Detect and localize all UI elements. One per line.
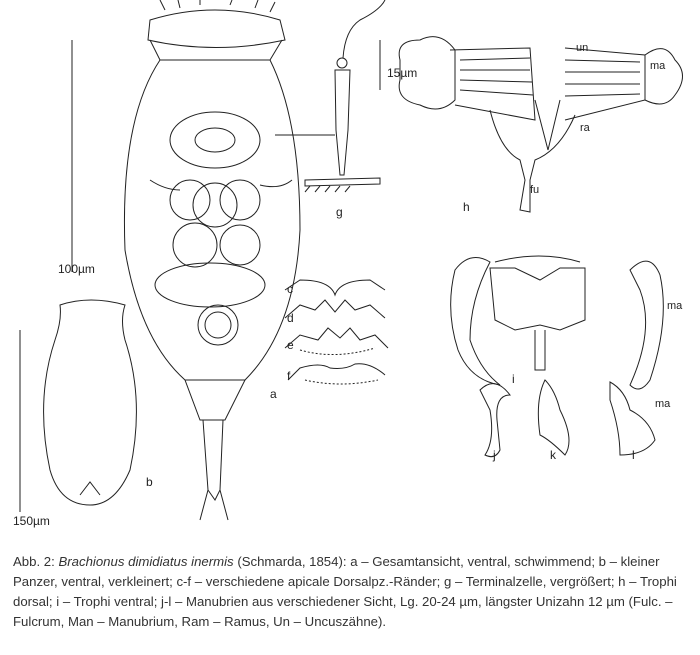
annotation-fu: fu: [530, 184, 540, 196]
drawing-g-terminal-cell: [305, 0, 385, 192]
scale-bar-label-g: 15µm: [387, 66, 418, 80]
drawings-j-l-manubria: [480, 380, 655, 457]
panel-label-j: j: [493, 448, 496, 462]
panel-label-h: h: [463, 200, 470, 214]
panel-label-c: c: [287, 282, 293, 296]
drawing-i-trophi-ventral: [451, 256, 664, 389]
annotation-ra: ra: [580, 122, 590, 134]
drawing-b-lorica: [20, 300, 136, 512]
caption-text: (Schmarda, 1854): a – Gesamtansicht, ventral, schwimmend; b – kleiner Panzer, ventral, verkleinert; c-f – verschiedene apicale Dorsalpz.-Ränder; g – Terminalzelle, vergrößert; h – Trophi dorsal; i – Trophi ventral; j-l – Manubrien aus verschiedener Sicht, Lg. 20-24 µm, längster Unizahn 12 µm (Fulc. – Fulcrum, Man – Manubrium, Ram – Ramus, Un – Uncuszähne).: [13, 554, 677, 629]
annotation-ma-h: ma: [650, 60, 666, 72]
scale-bar-label-a: 100µm: [58, 262, 95, 276]
panel-label-f: f: [287, 369, 291, 383]
annotation-un: un: [576, 42, 589, 54]
panel-label-k: k: [550, 448, 556, 462]
panel-label-i: i: [512, 372, 515, 386]
panel-label-g: g: [336, 205, 343, 219]
drawing-h-trophi-dorsal: [399, 37, 682, 212]
caption-prefix: Abb. 2:: [13, 554, 59, 569]
panel-label-d: d: [287, 311, 294, 325]
drawing-a-whole-animal: [72, 0, 335, 520]
figure-caption: [13, 552, 688, 632]
caption-species: Brachionus dimidiatus inermis: [58, 554, 234, 569]
panel-label-a: a: [270, 387, 277, 401]
scale-bar-label-b: 150µm: [13, 514, 50, 528]
drawings-c-f-dorsal-margins: [285, 280, 388, 384]
annotation-ma-i: ma: [667, 300, 683, 312]
panel-label-b: b: [146, 475, 153, 489]
annotation-ma-l: ma: [655, 398, 671, 410]
panel-label-e: e: [287, 338, 294, 352]
panel-label-l: l: [632, 448, 635, 462]
